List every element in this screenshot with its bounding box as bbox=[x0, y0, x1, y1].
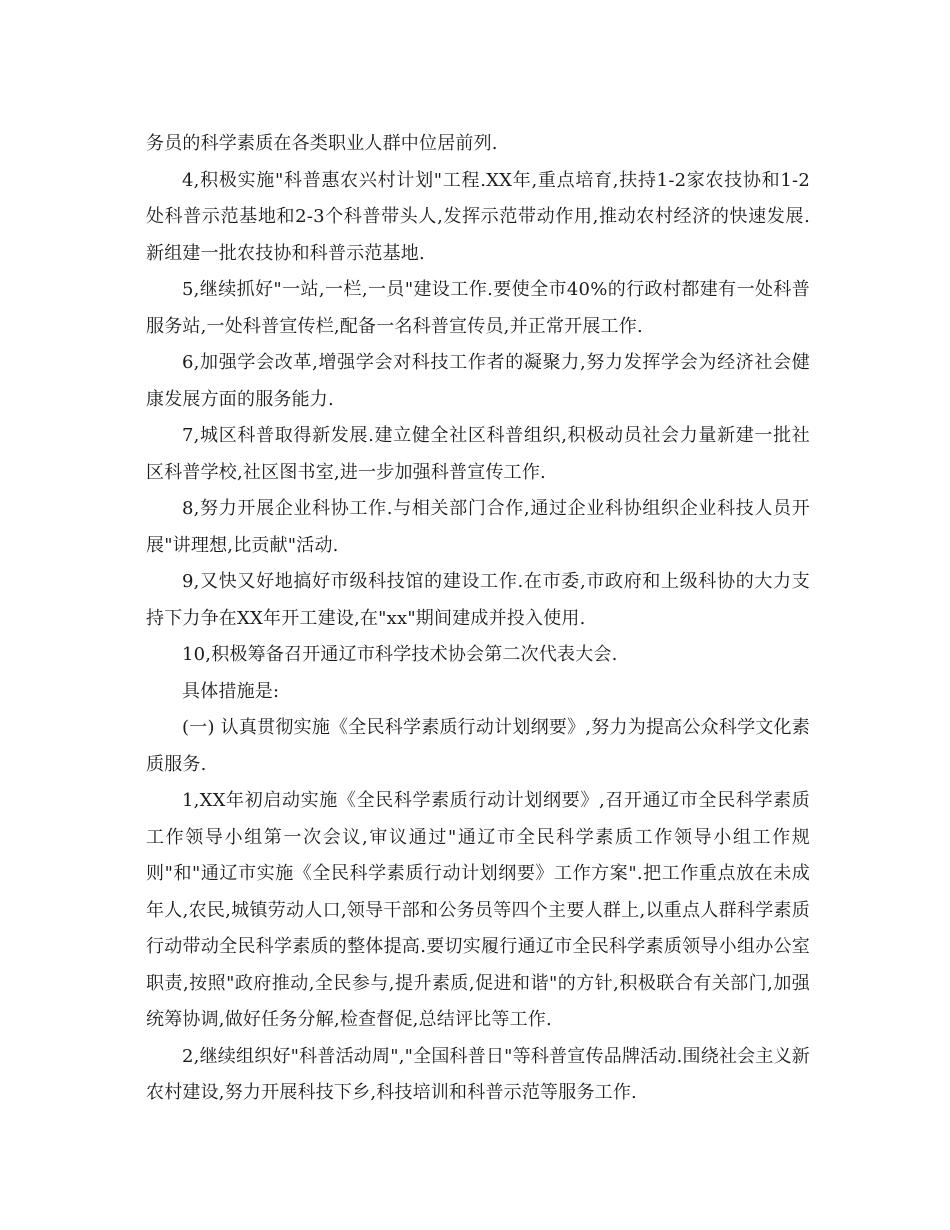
paragraph-measure-1: 1,XX年初启动实施《全民科学素质行动计划纲要》,召开通辽市全民科学素质工作领导小组第一次会议,审议通过"通辽市全民科学素质工作领导小组工作规则"和"通辽市实施《全民科学素质行动计划纲要》工作方案".把工作重点放在未成年人,农民,城镇劳动人口,领导干部和公务员等四个主要人群上,以重点人群科学素质行动带动全民科学素质的整体提高.要切实履行通辽市全民科学素质领导小组办公室职责,按照"政府推动,全民参与,提升素质,促进和谐"的方针,积极联合有关部门,加强统筹协调,做好任务分解,检查督促,总结评比等工作. bbox=[146, 790, 810, 1030]
paragraph-measures-heading: 具体措施是: bbox=[182, 680, 280, 702]
paragraph-item-4: 4,积极实施"科普惠农兴村计划"工程.XX年,重点培育,扶持1-2家农技协和1-2处科普示范基地和2-3个科普带头人,发挥示范带动作用,推动农村经济的快速发展.新组建一批农技协和科普示范基地. bbox=[146, 169, 810, 264]
paragraph-item-9: 9,又快又好地搞好市级科技馆的建设工作.在市委,市政府和上级科协的大力支持下力争在XX年开工建设,在"xx"期间建成并投入使用. bbox=[146, 571, 810, 629]
document-body bbox=[146, 126, 810, 1112]
paragraph-continuation: 务员的科学素质在各类职业人群中位居前列. bbox=[146, 133, 498, 154]
paragraph-item-8: 8,努力开展企业科协工作.与相关部门合作,通过企业科协组织企业科技人员开展"讲理想,比贡献"活动. bbox=[146, 498, 810, 556]
paragraph-item-5: 5,继续抓好"一站,一栏,一员"建设工作.要使全市40%的行政村都建有一处科普服务站,一处科普宣传栏,配备一名科普宣传员,并正常开展工作. bbox=[146, 279, 810, 337]
paragraph-item-6: 6,加强学会改革,增强学会对科技工作者的凝聚力,努力发挥学会为经济社会健康发展方面的服务能力. bbox=[146, 352, 810, 410]
paragraph-section-one: (一) 认真贯彻实施《全民科学素质行动计划纲要》,努力为提高公众科学文化素质服务. bbox=[146, 717, 810, 775]
paragraph-item-10: 10,积极筹备召开通辽市科学技术协会第二次代表大会. bbox=[182, 644, 618, 665]
paragraph-measure-2: 2,继续组织好"科普活动周","全国科普日"等科普宣传品牌活动.围绕社会主义新农村建设,努力开展科技下乡,科技培训和科普示范等服务工作. bbox=[146, 1045, 810, 1103]
paragraph-item-7: 7,城区科普取得新发展.建立健全社区科普组织,积极动员社会力量新建一批社区科普学校,社区图书室,进一步加强科普宣传工作. bbox=[146, 425, 810, 483]
